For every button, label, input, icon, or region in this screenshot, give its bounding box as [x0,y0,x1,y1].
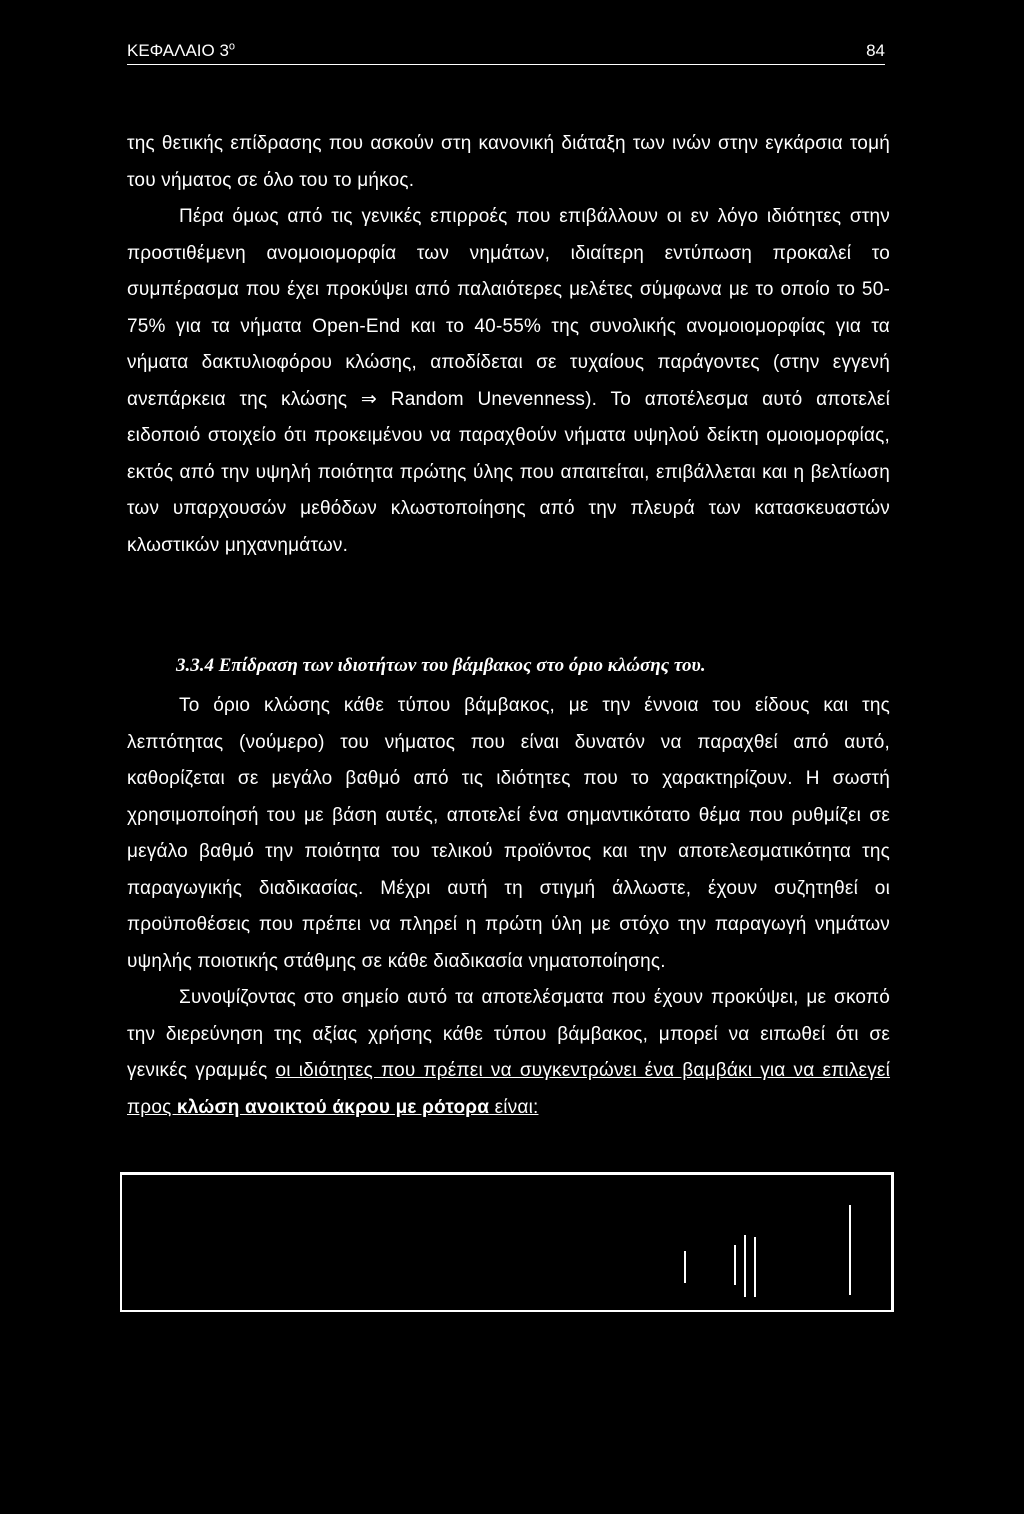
figure-mark [734,1245,736,1285]
figure-mark [684,1251,686,1283]
figure-mark [744,1235,746,1297]
section-heading: 3.3.4 Επίδραση των ιδιοτήτων του βάμβακος στο όριο κλώσης του. [176,655,706,676]
body-text-section [127,688,890,1126]
figure-mark [849,1205,851,1295]
figure-frame [120,1172,894,1312]
paragraph-summary: Συνοψίζοντας στο σημείο αυτό τα αποτελέσματα που έχουν προκύψει, με σκοπό την διερεύνηση της αξίας χρήσης κάθε τύπου βάμβακος, μπορεί να ειπωθεί ότι σε γενικές γραμμές οι ιδιότητες που πρέπει να συγκεντρώνει ένα βαμβάκι για να επιλεγεί προς κλώση ανοικτού άκρου με ρότορα είναι: [127,987,891,1118]
figure-mark [754,1237,756,1297]
chapter-label: ΚΕΦΑΛΑΙΟ $3^o$ [127,40,236,60]
body-text-top [127,126,890,564]
paragraph-random-unevenness: Πέρα όμως από τις γενικές επιρροές που επιβάλλουν οι εν λόγο ιδιότητες στην προστιθέμενη ανομοιομορφία των νημάτων, ιδιαίτερη εντύπωση προκαλεί το συμπέρασμα που έχει προκύψει από παλαιότερες μελέτες σύμφωνα με το οποίο το 50-75% για τα νήματα Open-End και το 40-55% της συνολικής ανομοιομορφίας για τα νήματα δακτυλιοφόρου κλώσης, αποδίδεται σε τυχαίους παράγοντες (στην εγγενή ανεπάρκεια της κλώσης ⇒ Random Unevenness). Το αποτέλεσμα αυτό αποτελεί ειδοποιό στοιχείο ότι προκειμένου να παραχθούν νήματα υψηλού δείκτη ομοιομορφίας, εκτός από την υψηλή ποιότητα πρώτης ύλης που απαιτείται, επιβάλλεται και η βελτίωση των υπαρχουσών μεθόδων κλωστοποίησης από την πλευρά των κατασκευαστών κλωστικών μηχανημάτων. [127,206,890,556]
page-header [127,40,885,65]
bold-underlined-phrase: κλώση ανοικτού άκρου με ρότορα [176,1096,490,1118]
page-number: 84 [866,41,885,60]
underlined-phrase: οι ιδιότητες που πρέπει να συγκεντρώνει ένα βαμβάκι για να επιλεγεί προς [127,1060,891,1118]
paragraph-spinning-limit: Το όριο κλώσης κάθε τύπου βάμβακος, με την έννοια του είδους και της λεπτότητας (νούμερο) του νήματος που είναι δυνατόν να παραχθεί από αυτό, καθορίζεται σε μεγάλο βαθμό από τις ιδιότητες που το χαρακτηρίζουν. Η σωστή χρησιμοποίησή του με βάση αυτές, αποτελεί ένα σημαντικότατο θέμα που ρυθμίζει σε μεγάλο βαθμό την ποιότητα του τελικού προϊόντος και την αποτελεσματικότητα της παραγωγικής διαδικασίας. Μέχρι αυτή τη στιγμή άλλωστε, έχουν συζητηθεί οι προϋποθέσεις που πρέπει να πληρεί η πρώτη ύλη με στόχο την παραγωγή νημάτων υψηλής ποιοτικής στάθμης σε κάθε διαδικασία νηματοποίησης. [127,695,890,972]
paragraph-continuation: της θετικής επίδρασης που ασκούν στη κανονική διάταξη των ινών στην εγκάρσια τομή του νήματος σε όλο του το μήκος. [127,133,890,191]
